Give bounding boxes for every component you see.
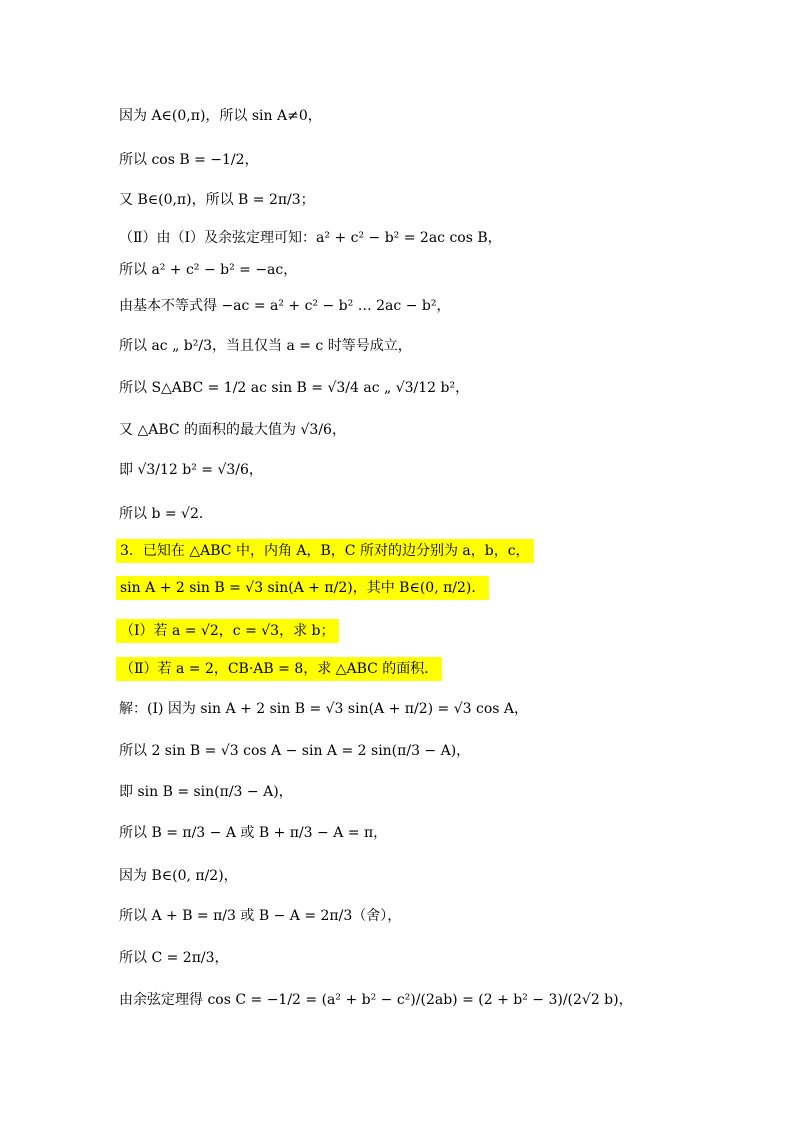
solution-line-5: 因为 B∈(0, π/2)， bbox=[119, 868, 238, 884]
problem-part-2: （Ⅱ）若 a = 2，CB·AB = 8，求 △ABC 的面积． bbox=[116, 657, 442, 681]
line-6: 由基本不等式得 −ac = a² + c² − b² … 2ac − b²， bbox=[119, 298, 451, 314]
line-7: 所以 ac „ b²/3，当且仅当 a = c 时等号成立， bbox=[119, 338, 412, 354]
solution-line-3: 即 sin B = sin(π/3 − A)， bbox=[119, 784, 293, 800]
line-9: 又 △ABC 的面积的最大值为 √3/6， bbox=[119, 422, 346, 438]
line-4: （Ⅱ）由（Ⅰ）及余弦定理可知：a² + c² − b² = 2ac cos B， bbox=[119, 230, 502, 246]
solution-line-8: 由余弦定理得 cos C = −1/2 = (a² + b² − c²)/(2ab) = (2 + b² − 3)/(2√2 b)， bbox=[119, 992, 633, 1008]
solution-line-6: 所以 A + B = π/3 或 B − A = 2π/3（舍）， bbox=[119, 908, 402, 924]
line-10: 即 √3/12 b² = √3/6， bbox=[119, 462, 263, 478]
solution-line-7: 所以 C = 2π/3， bbox=[119, 950, 229, 966]
line-8: 所以 S△ABC = 1/2 ac sin B = √3/4 ac „ √3/12 b²， bbox=[119, 380, 470, 396]
line-5: 所以 a² + c² − b² = −ac， bbox=[119, 262, 298, 278]
line-3: 又 B∈(0,π)，所以 B = 2π/3； bbox=[119, 192, 315, 208]
line-1: 因为 A∈(0,π)，所以 sin A≠0， bbox=[119, 108, 322, 124]
problem-part-1: （Ⅰ）若 a = √2，c = √3，求 b； bbox=[116, 619, 339, 643]
solution-line-1: 解：(I) 因为 sin A + 2 sin B = √3 sin(A + π/2) = √3 cos A， bbox=[119, 701, 529, 717]
solution-line-2: 所以 2 sin B = √3 cos A − sin A = 2 sin(π/3 − A)， bbox=[119, 743, 471, 759]
line-11: 所以 b = √2． bbox=[119, 506, 213, 522]
problem-condition: sin A + 2 sin B = √3 sin(A + π/2)，其中 B∈(0, π/2)． bbox=[116, 576, 489, 600]
problem-statement: 3．已知在 △ABC 中，内角 A，B，C 所对的边分别为 a，b，c， bbox=[116, 539, 534, 563]
solution-line-4: 所以 B = π/3 − A 或 B + π/3 − A = π， bbox=[119, 825, 388, 841]
line-2: 所以 cos B = −1/2， bbox=[119, 152, 259, 168]
